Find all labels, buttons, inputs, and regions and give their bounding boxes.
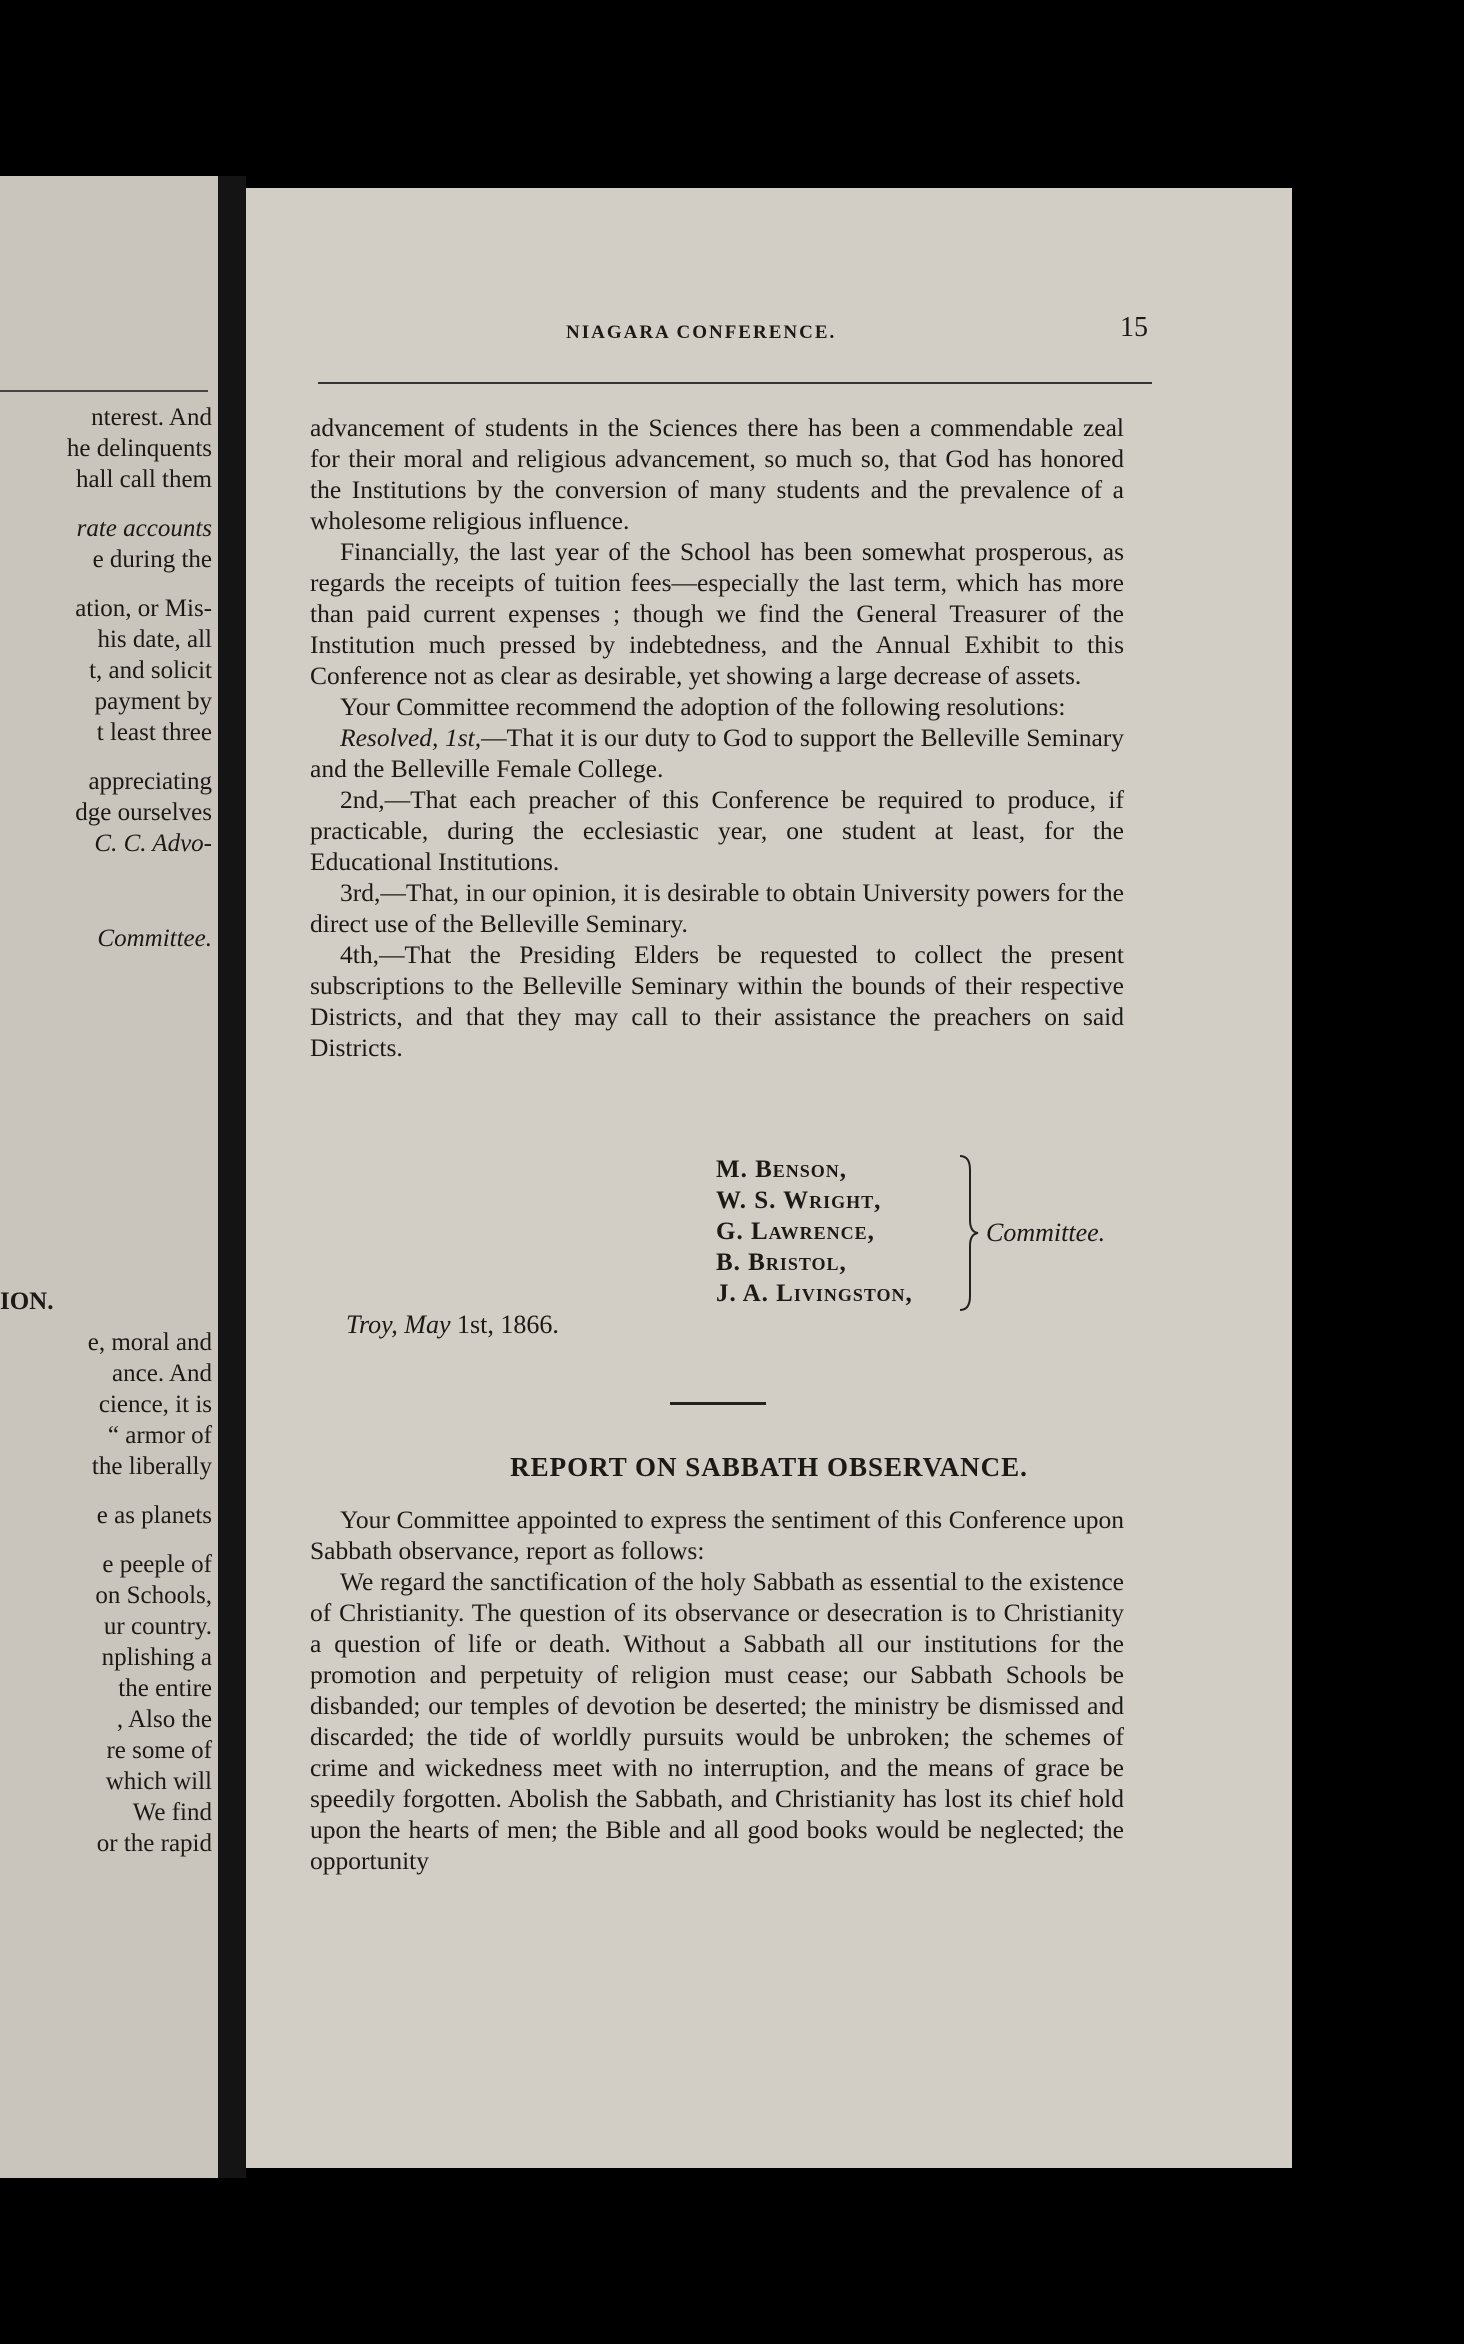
resolution: 4th,—That the Presiding Elders be requested to collect the present subscriptions to the Belleville Seminary within the bounds of their respective Districts, and that they may call to their assistance the preachers on said Districts.: [310, 940, 1124, 1062]
left-line: payment by: [94, 688, 212, 715]
left-line: We find: [132, 1799, 212, 1826]
signatory: B. Bristol,: [716, 1249, 847, 1276]
left-line: his date, all: [97, 626, 212, 653]
resolution: [310, 722, 1124, 784]
left-line: which will: [105, 1768, 212, 1795]
signatory: W. S. Wright,: [716, 1187, 882, 1214]
resolved-label: Resolved,: [340, 723, 439, 752]
paragraph: Financially, the last year of the School has been somewhat prosperous, as regards the receipts of tuition fees—especially the last term, which has more than paid current expenses ; though we find the General Treasurer of the Institution much pressed by indebtedness, and the Annual Exhibit to this Conference not as clear as desirable, yet showing a large decrease of assets.: [310, 537, 1124, 690]
left-line: t least three: [96, 719, 212, 746]
left-header-rule: [0, 390, 208, 392]
paragraph: Your Committee appointed to express the sentiment of this Conference upon Sabbath observance, report as follows:: [310, 1505, 1124, 1565]
left-line: ance. And: [112, 1360, 212, 1387]
left-line: nterest. And: [91, 404, 212, 431]
section-divider: [670, 1402, 766, 1405]
left-line: C. C. Advo-: [94, 830, 212, 857]
curly-brace-icon: [958, 1154, 980, 1312]
signatory: G. Lawrence,: [716, 1218, 875, 1245]
signatory: M. Benson,: [716, 1156, 848, 1183]
left-line: cience, it is: [98, 1391, 212, 1418]
left-line: e, moral and: [87, 1329, 212, 1356]
left-line: e as planets: [96, 1502, 212, 1529]
left-line: Committee.: [97, 925, 212, 952]
page-number: 15: [1120, 312, 1148, 343]
left-line: appreciating: [88, 768, 212, 795]
signatory: J. A. Livingston,: [716, 1280, 913, 1307]
left-line: e peeple of: [102, 1551, 212, 1578]
facing-page-fragment: [0, 176, 218, 2178]
left-section-heading: ION.: [0, 1288, 54, 1315]
left-line: t, and solicit: [89, 657, 212, 684]
page: [246, 188, 1292, 2168]
left-line: ur country.: [103, 1613, 212, 1640]
left-line: rate accounts: [76, 515, 212, 542]
left-line: dge ourselves: [75, 799, 212, 826]
resolution: 2nd,—That each preacher of this Conference be required to produce, if practicable, during the ecclesiastic year, one student at least, for the Educational Institutions.: [310, 785, 1124, 876]
left-line: , Also the: [116, 1706, 212, 1733]
left-line: e during the: [92, 546, 212, 573]
resolved-ordinal: 1st,: [444, 723, 482, 752]
left-line: re some of: [106, 1737, 212, 1764]
left-line: or the rapid: [96, 1830, 212, 1857]
report-body: [310, 412, 1124, 1063]
left-line: the entire: [118, 1675, 212, 1702]
paragraph: We regard the sanctification of the holy Sabbath as essential to the existence of Christianity. The question of its observance or desecration is to Christianity a question of life or death. Without a Sabbath all our institutions for the promotion and perpetuity of religion must cease; our Sabbath Schools be disbanded; our temples of devotion be deserted; the ministry be dismissed and discarded; the tide of worldly pursuits would be unbroken; the schemes of crime and wickedness meet with no interruption, and the means of grace be speedily forgotten. Abolish the Sabbath, and Christianity has lost its chief hold upon the hearts of men; the Bible and all good books would be neglected; the opportunity: [310, 1567, 1124, 1875]
left-line: ation, or Mis-: [75, 595, 212, 622]
sabbath-report-body: [310, 1504, 1124, 1876]
left-line: “ armor of: [107, 1422, 212, 1449]
signatories: [716, 1154, 913, 1309]
left-line: he delinquents: [66, 435, 212, 462]
report-title: REPORT ON SABBATH OBSERVANCE.: [510, 1452, 1028, 1482]
resolved-text: —That it is our duty to God to support the Belleville Seminary and the Belleville Female College.: [310, 723, 1125, 783]
book-gutter: [218, 176, 246, 2178]
left-line: the liberally: [91, 1453, 212, 1480]
header-rule: [318, 382, 1152, 384]
committee-label: Committee.: [986, 1218, 1106, 1247]
left-column-lower: [0, 1286, 218, 1859]
left-line: nplishing a: [101, 1644, 212, 1671]
running-head: NIAGARA CONFERENCE.: [566, 322, 837, 343]
left-column-upper: [0, 402, 218, 954]
left-line: hall call them: [75, 466, 212, 493]
left-line: on Schools,: [95, 1582, 212, 1609]
paragraph: advancement of students in the Sciences there has been a commendable zeal for their moral and religious advancement, so much so, that God has honored the Institutions by the conversion of many students and the prevalence of a wholesome religious influence.: [310, 413, 1124, 535]
resolution: 3rd,—That, in our opinion, it is desirable to obtain University powers for the direct use of the Belleville Seminary.: [310, 878, 1124, 938]
paragraph: Your Committee recommend the adoption of the following resolutions:: [340, 692, 1066, 721]
dateline: Troy, May 1st, 1866.: [346, 1310, 559, 1339]
